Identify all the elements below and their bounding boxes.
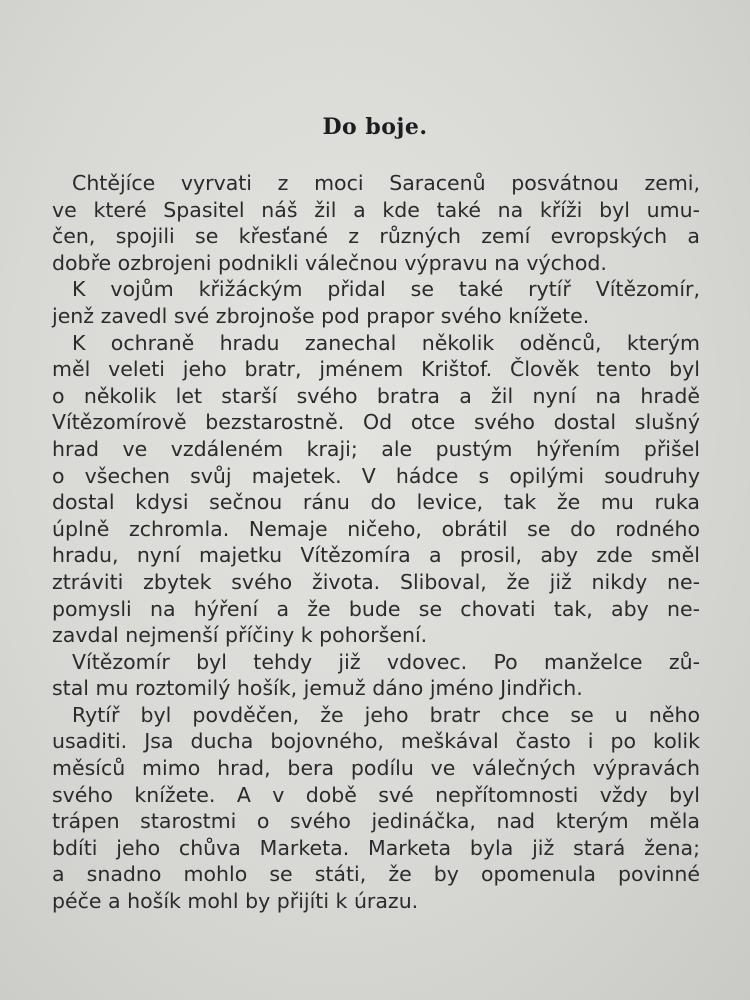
text-line: a snadno mohlo se státi, že by opomenula povinné [52, 862, 700, 887]
text-line: Vítězomírově bezstarostně. Od otce svého dostal slušný [52, 410, 700, 435]
text-line: péče a hošík mohl by přijíti k úrazu. [52, 889, 419, 914]
text-line: Vítězomír byl tehdy již vdovec. Po manželce zů- [72, 649, 700, 674]
text-line: čen, spojili se křesťané z různých zemí evropských a [52, 224, 700, 249]
text-line: hradu, nyní majetku Vítězomíra a prosil, aby zde směl [52, 543, 700, 568]
text-line: svého knížete. A v době své nepřítomnosti vždy byl [52, 782, 700, 807]
text-line: měsíců mimo hrad, bera podílu ve válečných výpravách [52, 756, 700, 781]
text-line: Chtějíce vyrvati z moci Saracenů posvátnou zemi, [72, 171, 700, 195]
text-line: jenž zavedl své zbrojnoše pod prapor svého knížete. [52, 303, 590, 328]
text-line: zavdal nejmenší příčiny k pohoršení. [52, 623, 428, 648]
chapter-title: Do boje. [322, 114, 428, 140]
text-line: ztráviti zbytek svého života. Sliboval, že již nikdy ne- [52, 569, 700, 594]
text-line: dobře ozbrojeni podnikli válečnou výpravu na východ. [52, 250, 607, 275]
text-line: o všechen svůj majetek. V hádce s opilými soudruhy [52, 463, 700, 488]
text-line: trápen starostmi o svého jedináčka, nad kterým měla [52, 809, 700, 834]
text-line: měl veleti jeho bratr, jménem Krištof. Člověk tento byl [52, 357, 700, 382]
text-line: stal mu roztomilý hošík, jemuž dáno jméno Jindřich. [52, 676, 583, 701]
text-line: úplně zchromla. Nemaje ničeho, obrátil se do rodného [52, 516, 700, 541]
text-line: Rytíř byl povděčen, že jeho bratr chce se u něho [72, 702, 700, 727]
text-line: dostal kdysi sečnou ránu do levice, tak že mu ruka [52, 490, 700, 515]
text-line: K ochraně hradu zanechal několik oděnců, kterým [72, 330, 700, 355]
text-line: hrad ve vzdáleném kraji; ale pustým hýřením přišel [52, 436, 700, 461]
text-line: pomysli na hýření a že bude se chovati tak, aby ne- [52, 596, 700, 621]
text-line: bdíti jeho chůva Marketa. Marketa byla již stará žena; [52, 835, 700, 860]
text-line: usaditi. Jsa ducha bojovného, meškával často i po kolik [52, 729, 700, 754]
chapter-body [52, 170, 700, 915]
text-line: o několik let starší svého bratra a žil nyní na hradě [52, 383, 700, 408]
text-line: ve které Spasitel náš žil a kde také na kříži byl umu- [52, 197, 700, 222]
text-line: K vojům křižáckým přidal se také rytíř Vítězomír, [72, 277, 700, 302]
